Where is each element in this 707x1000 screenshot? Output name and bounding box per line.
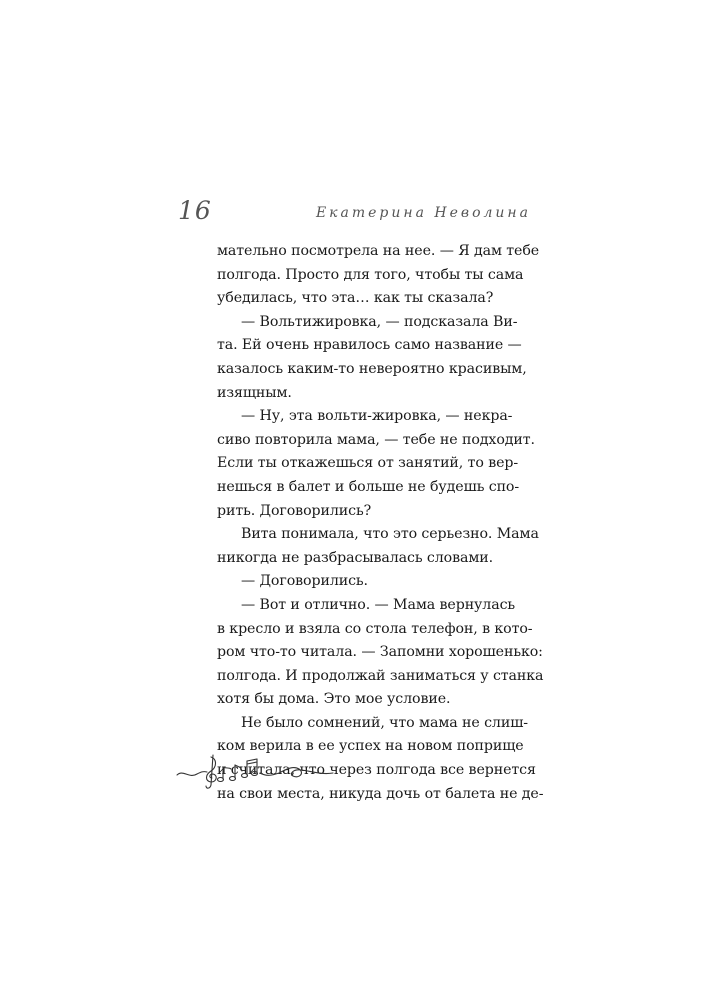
text-line: на свои места, никуда дочь от балета не де- xyxy=(217,785,544,802)
text-line: Не было сомнений, что мама не слиш- xyxy=(241,714,528,731)
text-line: убедилась, что эта… как ты сказала? xyxy=(217,290,494,307)
text-line: — Вольтижировка, — подсказала Ви- xyxy=(241,313,518,330)
text-line: мательно посмотрела на нее. — Я дам тебе xyxy=(217,243,540,259)
text-line: рить. Договорились? xyxy=(217,502,372,519)
text-line: — Договорились. xyxy=(241,573,368,590)
text-line: нешься в балет и больше не будешь спо- xyxy=(217,478,520,495)
text-line: и считала, что через полгода все вернется xyxy=(217,762,536,779)
text-line: ром что-то читала. — Запомни хорошенько: xyxy=(217,644,543,661)
text-line: Если ты откажешься от занятий, то вер- xyxy=(217,455,519,472)
running-head-author: Екатерина Неволина xyxy=(315,205,531,221)
music-notes-flourish-icon xyxy=(175,745,335,795)
text-line: полгода. И продолжай заниматься у станка xyxy=(217,667,544,684)
text-line: казалось каким-то невероятно красивым, xyxy=(217,360,527,377)
text-line: та. Ей очень нравилось само название — xyxy=(217,337,522,354)
text-line: Вита понимала, что это серьезно. Мама xyxy=(241,526,539,543)
body-text xyxy=(217,240,544,806)
text-line: изящным. xyxy=(217,384,292,401)
text-line: ком верила в ее успех на новом поприще xyxy=(217,738,524,755)
text-line: полгода. Просто для того, чтобы ты сама xyxy=(217,266,524,283)
text-line: хотя бы дома. Это мое условие. xyxy=(217,691,451,708)
text-line: — Ну, эта вольти-жировка, — некра- xyxy=(241,408,513,425)
text-line: никогда не разбрасывалась словами. xyxy=(217,549,494,566)
text-line: сиво повторила мама, — тебе не подходит. xyxy=(217,431,535,448)
text-line: в кресло и взяла со стола телефон, в кото- xyxy=(217,620,533,637)
text-line: — Вот и отлично. — Мама вернулась xyxy=(241,596,516,613)
page-number: 16 xyxy=(178,196,212,225)
